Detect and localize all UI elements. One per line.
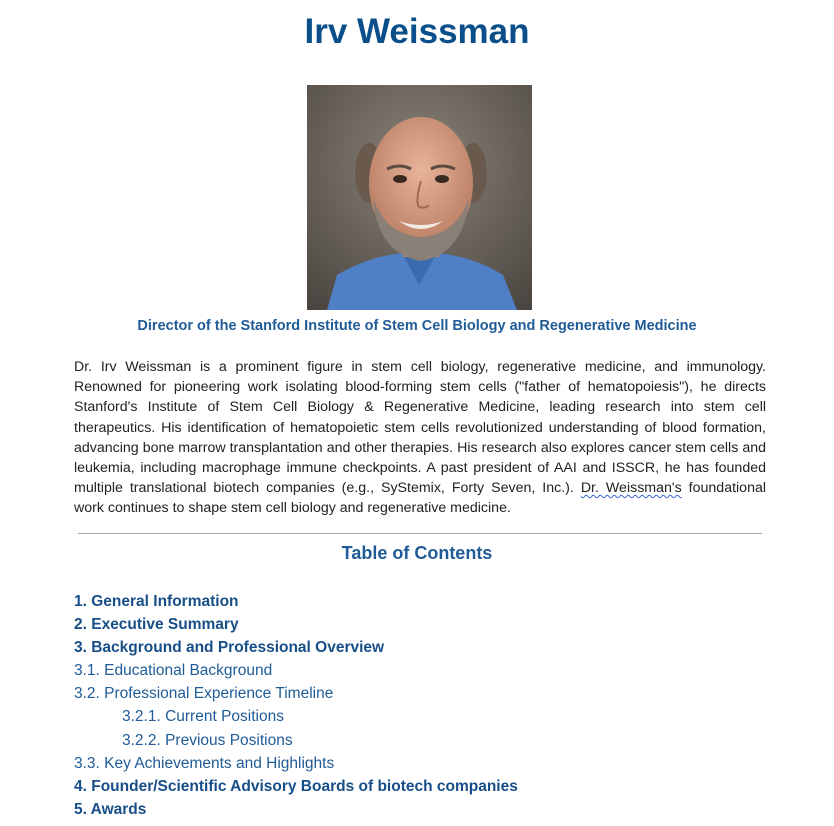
bio-text-end: foundational work continues to shape stem cell biology and regenerative medicine. xyxy=(74,480,766,517)
toc-item[interactable]: 1. General Information xyxy=(74,593,239,610)
toc-item[interactable]: 3.1. Educational Background xyxy=(74,662,273,680)
toc-item[interactable]: 2. Executive Summary xyxy=(74,616,239,634)
toc-item[interactable]: 3.2.1. Current Positions xyxy=(122,708,284,726)
table-of-contents xyxy=(74,590,518,821)
toc-item[interactable]: 3. Background and Professional Overview xyxy=(74,639,385,657)
page-title: Irv Weissman xyxy=(304,12,530,51)
toc-item[interactable]: 5. Awards xyxy=(74,800,147,818)
spellcheck-underlined-text: Dr. Weissman's xyxy=(580,480,682,497)
bio-text-start: Dr. Irv Weissman is a prominent figure in stem cell biology, regenerative medicine, and immunology. Renowned for pioneering work isolating blood-forming stem cells ("father of hematopoiesis"), he directs Stanford's Institute of Stem Cell Biology & Regenerative Medicine, leading research into stem cell therapeutics. His identification of hematopoietic stem cells revolutionized understanding of blood formation, advancing bone marrow transplantation and other therapies. His research also explores cancer stem cells and leukemia, including macrophage immune checkpoints. A past president of AAI and ISSCR, he has founded multiple translational biotech companies (e.g., SyStemix, Forty Seven, Inc.). xyxy=(74,359,766,497)
toc-item[interactable]: 3.2. Professional Experience Timeline xyxy=(74,685,334,703)
toc-item[interactable]: 4. Founder/Scientific Advisory Boards of biotech companies xyxy=(74,777,518,795)
toc-item[interactable]: 3.2.2. Previous Positions xyxy=(122,731,293,749)
toc-item[interactable]: 3.3. Key Achievements and Highlights xyxy=(74,754,335,772)
bio-paragraph xyxy=(74,357,766,519)
subtitle: Director of the Stanford Institute of Stem Cell Biology and Regenerative Medicine xyxy=(137,318,697,334)
section-divider xyxy=(78,533,762,534)
portrait-photo xyxy=(307,85,532,310)
portrait-image xyxy=(307,85,532,310)
toc-heading: Table of Contents xyxy=(341,543,493,563)
